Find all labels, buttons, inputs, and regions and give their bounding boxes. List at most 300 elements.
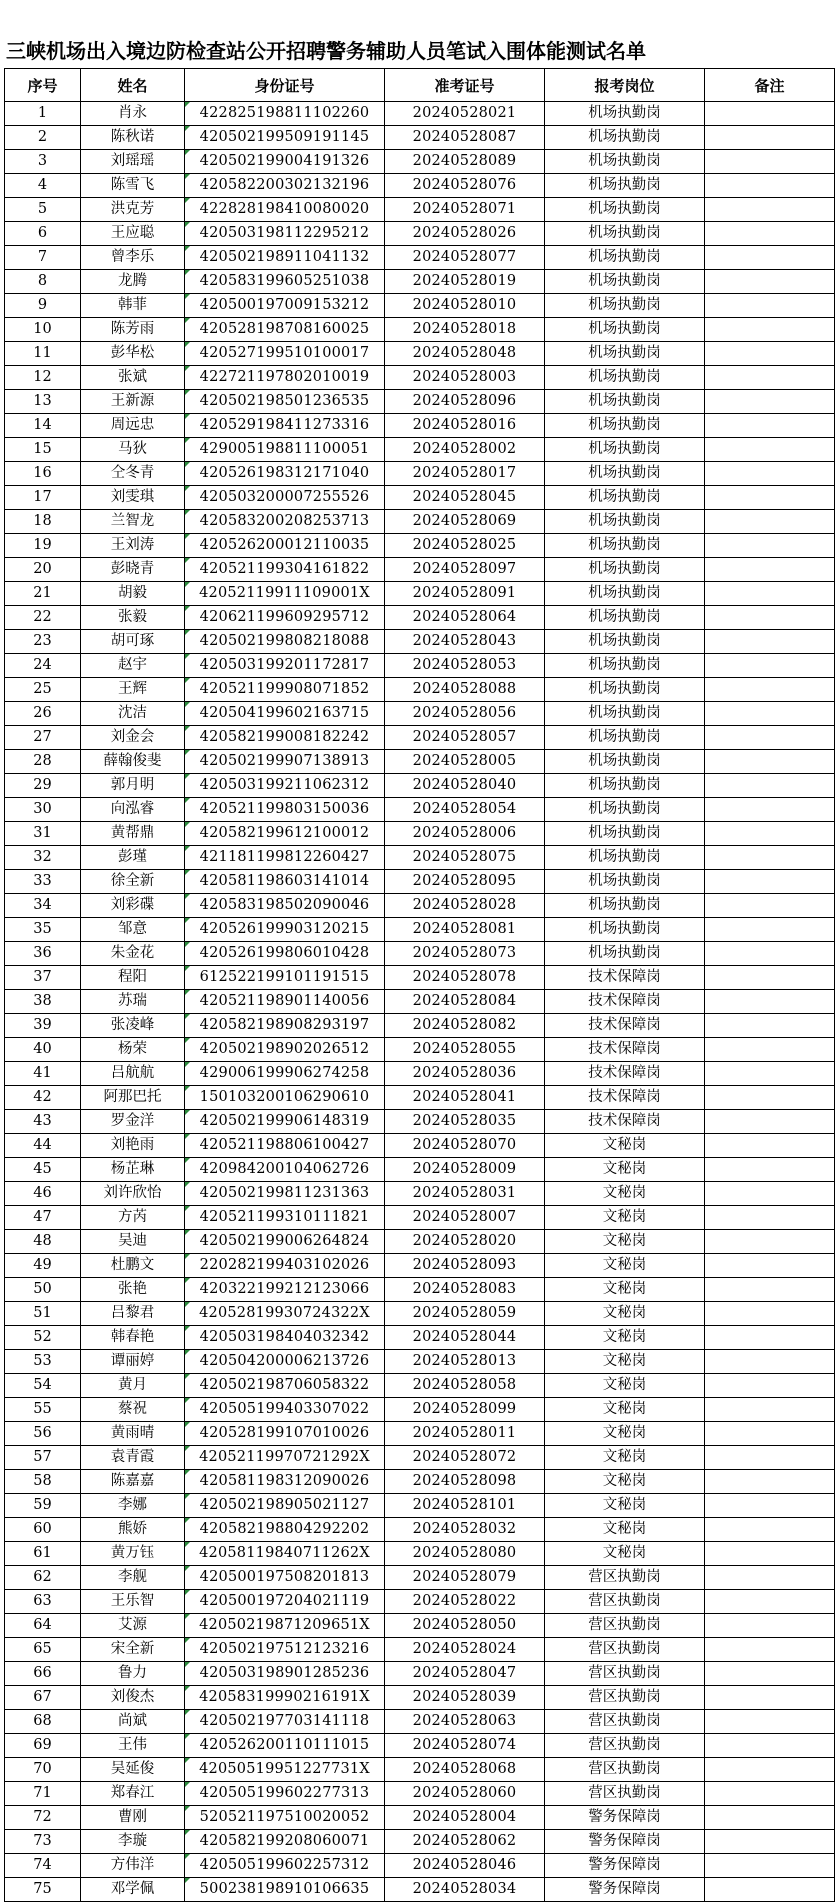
cell-exam-number: 20240528056 — [385, 702, 545, 726]
cell-id-number: 420503199201172817 — [185, 654, 385, 678]
cell-position: 机场执勤岗 — [545, 414, 705, 438]
cell-index: 24 — [5, 654, 81, 678]
table-row — [5, 1470, 835, 1494]
cell-name: 刘雯琪 — [81, 486, 185, 510]
table-row — [5, 270, 835, 294]
cell-remarks — [705, 1542, 835, 1566]
cell-name: 张凌峰 — [81, 1014, 185, 1038]
cell-position: 机场执勤岗 — [545, 654, 705, 678]
table-row — [5, 1302, 835, 1326]
table-row — [5, 1038, 835, 1062]
cell-name: 龙腾 — [81, 270, 185, 294]
cell-remarks — [705, 1494, 835, 1518]
cell-id-number: 42052119970721292X — [185, 1446, 385, 1470]
cell-position: 机场执勤岗 — [545, 486, 705, 510]
cell-remarks — [705, 1158, 835, 1182]
cell-name: 艾源 — [81, 1614, 185, 1638]
cell-remarks — [705, 1134, 835, 1158]
cell-position: 机场执勤岗 — [545, 270, 705, 294]
cell-remarks — [705, 726, 835, 750]
cell-remarks — [705, 750, 835, 774]
cell-position: 文秘岗 — [545, 1350, 705, 1374]
table-header-row — [5, 69, 835, 102]
cell-id-number: 420502199004191326 — [185, 150, 385, 174]
cell-id-number: 42052119911109001X — [185, 582, 385, 606]
cell-exam-number: 20240528002 — [385, 438, 545, 462]
cell-exam-number: 20240528074 — [385, 1734, 545, 1758]
cell-id-number: 612522199101191515 — [185, 966, 385, 990]
cell-id-number: 42058319990216191X — [185, 1686, 385, 1710]
cell-id-number: 420503200007255526 — [185, 486, 385, 510]
cell-name: 胡毅 — [81, 582, 185, 606]
cell-id-number: 420528199107010026 — [185, 1422, 385, 1446]
cell-name: 邹意 — [81, 918, 185, 942]
cell-index: 64 — [5, 1614, 81, 1638]
cell-remarks — [705, 1182, 835, 1206]
cell-exam-number: 20240528054 — [385, 798, 545, 822]
cell-exam-number: 20240528047 — [385, 1662, 545, 1686]
cell-position: 文秘岗 — [545, 1398, 705, 1422]
cell-index: 33 — [5, 870, 81, 894]
cell-name: 张斌 — [81, 366, 185, 390]
table-row — [5, 1398, 835, 1422]
cell-index: 53 — [5, 1350, 81, 1374]
cell-remarks — [705, 1710, 835, 1734]
cell-id-number: 421181199812260427 — [185, 846, 385, 870]
table-row — [5, 318, 835, 342]
cell-name: 仝冬青 — [81, 462, 185, 486]
cell-name: 向泓睿 — [81, 798, 185, 822]
cell-name: 李舰 — [81, 1566, 185, 1590]
cell-index: 56 — [5, 1422, 81, 1446]
cell-id-number: 420502199006264824 — [185, 1230, 385, 1254]
cell-name: 杜鹏文 — [81, 1254, 185, 1278]
cell-exam-number: 20240528053 — [385, 654, 545, 678]
cell-id-number: 420521199304161822 — [185, 558, 385, 582]
cell-remarks — [705, 1446, 835, 1470]
cell-position: 技术保障岗 — [545, 1086, 705, 1110]
cell-exam-number: 20240528097 — [385, 558, 545, 582]
cell-position: 文秘岗 — [545, 1278, 705, 1302]
cell-index: 59 — [5, 1494, 81, 1518]
cell-remarks — [705, 630, 835, 654]
cell-name: 方伟洋 — [81, 1854, 185, 1878]
cell-position: 技术保障岗 — [545, 966, 705, 990]
cell-index: 32 — [5, 846, 81, 870]
cell-index: 37 — [5, 966, 81, 990]
cell-remarks — [705, 558, 835, 582]
cell-name: 刘彩碟 — [81, 894, 185, 918]
table-row — [5, 1350, 835, 1374]
cell-exam-number: 20240528041 — [385, 1086, 545, 1110]
cell-name: 宋全新 — [81, 1638, 185, 1662]
table-row — [5, 1806, 835, 1830]
cell-id-number: 42050519951227731X — [185, 1758, 385, 1782]
cell-exam-number: 20240528007 — [385, 1206, 545, 1230]
cell-remarks — [705, 846, 835, 870]
cell-id-number: 420621199609295712 — [185, 606, 385, 630]
cell-index: 38 — [5, 990, 81, 1014]
cell-remarks — [705, 462, 835, 486]
header-position: 报考岗位 — [545, 69, 705, 102]
cell-exam-number: 20240528082 — [385, 1014, 545, 1038]
cell-index: 25 — [5, 678, 81, 702]
cell-position: 机场执勤岗 — [545, 102, 705, 126]
cell-exam-number: 20240528021 — [385, 102, 545, 126]
table-row — [5, 366, 835, 390]
cell-index: 23 — [5, 630, 81, 654]
cell-exam-number: 20240528088 — [385, 678, 545, 702]
cell-position: 文秘岗 — [545, 1374, 705, 1398]
cell-exam-number: 20240528058 — [385, 1374, 545, 1398]
cell-name: 彭瑾 — [81, 846, 185, 870]
cell-position: 机场执勤岗 — [545, 750, 705, 774]
cell-index: 41 — [5, 1062, 81, 1086]
cell-position: 机场执勤岗 — [545, 294, 705, 318]
cell-exam-number: 20240528048 — [385, 342, 545, 366]
cell-position: 机场执勤岗 — [545, 150, 705, 174]
cell-name: 兰智龙 — [81, 510, 185, 534]
table-row — [5, 1206, 835, 1230]
table-row — [5, 750, 835, 774]
cell-name: 罗金洋 — [81, 1110, 185, 1134]
cell-exam-number: 20240528036 — [385, 1062, 545, 1086]
cell-index: 2 — [5, 126, 81, 150]
table-row — [5, 1662, 835, 1686]
cell-id-number: 420322199212123066 — [185, 1278, 385, 1302]
cell-id-number: 420529198411273316 — [185, 414, 385, 438]
cell-remarks — [705, 1326, 835, 1350]
table-row — [5, 582, 835, 606]
table-row — [5, 486, 835, 510]
cell-remarks — [705, 702, 835, 726]
cell-exam-number: 20240528040 — [385, 774, 545, 798]
cell-position: 文秘岗 — [545, 1326, 705, 1350]
cell-remarks — [705, 606, 835, 630]
cell-id-number: 420502198905021127 — [185, 1494, 385, 1518]
cell-position: 机场执勤岗 — [545, 318, 705, 342]
cell-index: 44 — [5, 1134, 81, 1158]
cell-index: 52 — [5, 1326, 81, 1350]
cell-remarks — [705, 534, 835, 558]
table-row — [5, 630, 835, 654]
cell-name: 郑春江 — [81, 1782, 185, 1806]
cell-remarks — [705, 1398, 835, 1422]
cell-position: 营区执勤岗 — [545, 1710, 705, 1734]
cell-id-number: 420502199906148319 — [185, 1110, 385, 1134]
cell-id-number: 420504200006213726 — [185, 1350, 385, 1374]
cell-position: 技术保障岗 — [545, 1014, 705, 1038]
cell-remarks — [705, 318, 835, 342]
table-row — [5, 702, 835, 726]
cell-position: 机场执勤岗 — [545, 606, 705, 630]
cell-remarks — [705, 1110, 835, 1134]
table-row — [5, 1374, 835, 1398]
cell-remarks — [705, 798, 835, 822]
cell-id-number: 420582199208060071 — [185, 1830, 385, 1854]
cell-index: 74 — [5, 1854, 81, 1878]
cell-name: 黄帮鼎 — [81, 822, 185, 846]
cell-id-number: 420583200208253713 — [185, 510, 385, 534]
cell-remarks — [705, 1662, 835, 1686]
cell-exam-number: 20240528022 — [385, 1590, 545, 1614]
cell-exam-number: 20240528020 — [385, 1230, 545, 1254]
cell-remarks — [705, 1086, 835, 1110]
cell-index: 71 — [5, 1782, 81, 1806]
cell-position: 文秘岗 — [545, 1518, 705, 1542]
cell-name: 熊娇 — [81, 1518, 185, 1542]
cell-exam-number: 20240528075 — [385, 846, 545, 870]
cell-remarks — [705, 438, 835, 462]
cell-id-number: 420502197703141118 — [185, 1710, 385, 1734]
cell-index: 47 — [5, 1206, 81, 1230]
table-row — [5, 1086, 835, 1110]
cell-position: 技术保障岗 — [545, 1110, 705, 1134]
cell-index: 22 — [5, 606, 81, 630]
table-row — [5, 1158, 835, 1182]
cell-index: 55 — [5, 1398, 81, 1422]
cell-id-number: 420526199806010428 — [185, 942, 385, 966]
table-row — [5, 462, 835, 486]
cell-remarks — [705, 414, 835, 438]
cell-id-number: 420581198603141014 — [185, 870, 385, 894]
cell-index: 29 — [5, 774, 81, 798]
cell-name: 薛翰俊斐 — [81, 750, 185, 774]
cell-name: 韩菲 — [81, 294, 185, 318]
cell-id-number: 422825198811102260 — [185, 102, 385, 126]
cell-exam-number: 20240528089 — [385, 150, 545, 174]
cell-index: 35 — [5, 918, 81, 942]
cell-exam-number: 20240528096 — [385, 390, 545, 414]
cell-position: 文秘岗 — [545, 1422, 705, 1446]
cell-index: 1 — [5, 102, 81, 126]
cell-id-number: 420526200012110035 — [185, 534, 385, 558]
table-row — [5, 1782, 835, 1806]
cell-remarks — [705, 1422, 835, 1446]
cell-remarks — [705, 1830, 835, 1854]
cell-position: 机场执勤岗 — [545, 462, 705, 486]
cell-exam-number: 20240528035 — [385, 1110, 545, 1134]
table-row — [5, 942, 835, 966]
cell-remarks — [705, 1566, 835, 1590]
cell-name: 马狄 — [81, 438, 185, 462]
cell-id-number: 420502197512123216 — [185, 1638, 385, 1662]
cell-name: 沈洁 — [81, 702, 185, 726]
cell-name: 赵宇 — [81, 654, 185, 678]
cell-exam-number: 20240528060 — [385, 1782, 545, 1806]
cell-name: 朱金花 — [81, 942, 185, 966]
cell-remarks — [705, 1470, 835, 1494]
cell-remarks — [705, 1734, 835, 1758]
cell-id-number: 520521197510020052 — [185, 1806, 385, 1830]
cell-exam-number: 20240528025 — [385, 534, 545, 558]
cell-id-number: 220282199403102026 — [185, 1254, 385, 1278]
cell-index: 48 — [5, 1230, 81, 1254]
table-row — [5, 726, 835, 750]
cell-remarks — [705, 1614, 835, 1638]
cell-remarks — [705, 366, 835, 390]
cell-position: 机场执勤岗 — [545, 558, 705, 582]
table-row — [5, 390, 835, 414]
cell-exam-number: 20240528003 — [385, 366, 545, 390]
cell-remarks — [705, 1254, 835, 1278]
cell-exam-number: 20240528050 — [385, 1614, 545, 1638]
cell-remarks — [705, 390, 835, 414]
cell-exam-number: 20240528045 — [385, 486, 545, 510]
cell-position: 机场执勤岗 — [545, 390, 705, 414]
table-row — [5, 846, 835, 870]
cell-name: 洪克芳 — [81, 198, 185, 222]
cell-exam-number: 20240528093 — [385, 1254, 545, 1278]
cell-remarks — [705, 246, 835, 270]
cell-name: 曾李乐 — [81, 246, 185, 270]
cell-index: 10 — [5, 318, 81, 342]
cell-name: 袁青霞 — [81, 1446, 185, 1470]
cell-name: 苏瑞 — [81, 990, 185, 1014]
table-row — [5, 1062, 835, 1086]
cell-index: 51 — [5, 1302, 81, 1326]
cell-exam-number: 20240528076 — [385, 174, 545, 198]
cell-position: 文秘岗 — [545, 1158, 705, 1182]
cell-exam-number: 20240528101 — [385, 1494, 545, 1518]
cell-name: 刘艳雨 — [81, 1134, 185, 1158]
cell-id-number: 420500197508201813 — [185, 1566, 385, 1590]
cell-exam-number: 20240528071 — [385, 198, 545, 222]
cell-id-number: 420521199803150036 — [185, 798, 385, 822]
cell-remarks — [705, 918, 835, 942]
cell-id-number: 429005198811100051 — [185, 438, 385, 462]
cell-id-number: 420505199403307022 — [185, 1398, 385, 1422]
table-row — [5, 894, 835, 918]
cell-id-number: 420984200104062726 — [185, 1158, 385, 1182]
cell-position: 技术保障岗 — [545, 1038, 705, 1062]
cell-remarks — [705, 222, 835, 246]
cell-exam-number: 20240528064 — [385, 606, 545, 630]
cell-name: 王伟 — [81, 1734, 185, 1758]
cell-position: 技术保障岗 — [545, 990, 705, 1014]
cell-index: 70 — [5, 1758, 81, 1782]
cell-exam-number: 20240528062 — [385, 1830, 545, 1854]
cell-index: 69 — [5, 1734, 81, 1758]
cell-position: 营区执勤岗 — [545, 1734, 705, 1758]
cell-name: 程阳 — [81, 966, 185, 990]
cell-remarks — [705, 1278, 835, 1302]
cell-exam-number: 20240528004 — [385, 1806, 545, 1830]
table-row — [5, 1422, 835, 1446]
cell-remarks — [705, 1854, 835, 1878]
cell-id-number: 420502198501236535 — [185, 390, 385, 414]
cell-id-number: 420521199310111821 — [185, 1206, 385, 1230]
cell-index: 54 — [5, 1374, 81, 1398]
cell-index: 67 — [5, 1686, 81, 1710]
cell-name: 彭晓青 — [81, 558, 185, 582]
cell-id-number: 420527199510100017 — [185, 342, 385, 366]
header-remarks: 备注 — [705, 69, 835, 102]
cell-exam-number: 20240528031 — [385, 1182, 545, 1206]
cell-remarks — [705, 1014, 835, 1038]
cell-remarks — [705, 1302, 835, 1326]
cell-remarks — [705, 102, 835, 126]
cell-exam-number: 20240528024 — [385, 1638, 545, 1662]
table-row — [5, 1758, 835, 1782]
cell-id-number: 420502199509191145 — [185, 126, 385, 150]
cell-index: 61 — [5, 1542, 81, 1566]
cell-index: 34 — [5, 894, 81, 918]
cell-name: 杨荣 — [81, 1038, 185, 1062]
cell-index: 16 — [5, 462, 81, 486]
cell-position: 警务保障岗 — [545, 1830, 705, 1854]
cell-position: 机场执勤岗 — [545, 174, 705, 198]
cell-position: 机场执勤岗 — [545, 846, 705, 870]
cell-index: 28 — [5, 750, 81, 774]
cell-id-number: 429006199906274258 — [185, 1062, 385, 1086]
cell-remarks — [705, 1206, 835, 1230]
cell-position: 机场执勤岗 — [545, 246, 705, 270]
cell-position: 营区执勤岗 — [545, 1590, 705, 1614]
table-row — [5, 150, 835, 174]
cell-remarks — [705, 1782, 835, 1806]
table-row — [5, 1830, 835, 1854]
cell-index: 62 — [5, 1566, 81, 1590]
table-row — [5, 798, 835, 822]
cell-name: 张毅 — [81, 606, 185, 630]
cell-position: 机场执勤岗 — [545, 918, 705, 942]
cell-name: 王应聪 — [81, 222, 185, 246]
cell-position: 营区执勤岗 — [545, 1686, 705, 1710]
table-row — [5, 102, 835, 126]
cell-name: 陈芳雨 — [81, 318, 185, 342]
page-title: 三峡机场出入境边防检查站公开招聘警务辅助人员笔试入围体能测试名单 — [6, 39, 646, 63]
cell-id-number: 420521198901140056 — [185, 990, 385, 1014]
cell-name: 陈嘉嘉 — [81, 1470, 185, 1494]
cell-remarks — [705, 1230, 835, 1254]
cell-id-number: 42058119840711262X — [185, 1542, 385, 1566]
cell-remarks — [705, 822, 835, 846]
table-row — [5, 1638, 835, 1662]
table-row — [5, 1686, 835, 1710]
cell-position: 文秘岗 — [545, 1302, 705, 1326]
cell-id-number: 420502199811231363 — [185, 1182, 385, 1206]
cell-exam-number: 20240528044 — [385, 1326, 545, 1350]
cell-id-number: 420505199602257312 — [185, 1854, 385, 1878]
cell-exam-number: 20240528079 — [385, 1566, 545, 1590]
cell-position: 文秘岗 — [545, 1134, 705, 1158]
cell-index: 63 — [5, 1590, 81, 1614]
cell-name: 蔡祝 — [81, 1398, 185, 1422]
cell-remarks — [705, 1758, 835, 1782]
cell-position: 机场执勤岗 — [545, 534, 705, 558]
cell-remarks — [705, 150, 835, 174]
table-row — [5, 1518, 835, 1542]
cell-remarks — [705, 1350, 835, 1374]
cell-remarks — [705, 654, 835, 678]
table-row — [5, 1230, 835, 1254]
table-row — [5, 1278, 835, 1302]
header-id-number: 身份证号 — [185, 69, 385, 102]
cell-id-number: 42052819930724322X — [185, 1302, 385, 1326]
cell-name: 肖永 — [81, 102, 185, 126]
table-row — [5, 1182, 835, 1206]
cell-position: 机场执勤岗 — [545, 822, 705, 846]
cell-name: 吴迪 — [81, 1230, 185, 1254]
cell-index: 14 — [5, 414, 81, 438]
cell-position: 营区执勤岗 — [545, 1566, 705, 1590]
cell-remarks — [705, 294, 835, 318]
cell-position: 机场执勤岗 — [545, 894, 705, 918]
cell-position: 警务保障岗 — [545, 1806, 705, 1830]
cell-name: 李娜 — [81, 1494, 185, 1518]
cell-name: 刘俊杰 — [81, 1686, 185, 1710]
